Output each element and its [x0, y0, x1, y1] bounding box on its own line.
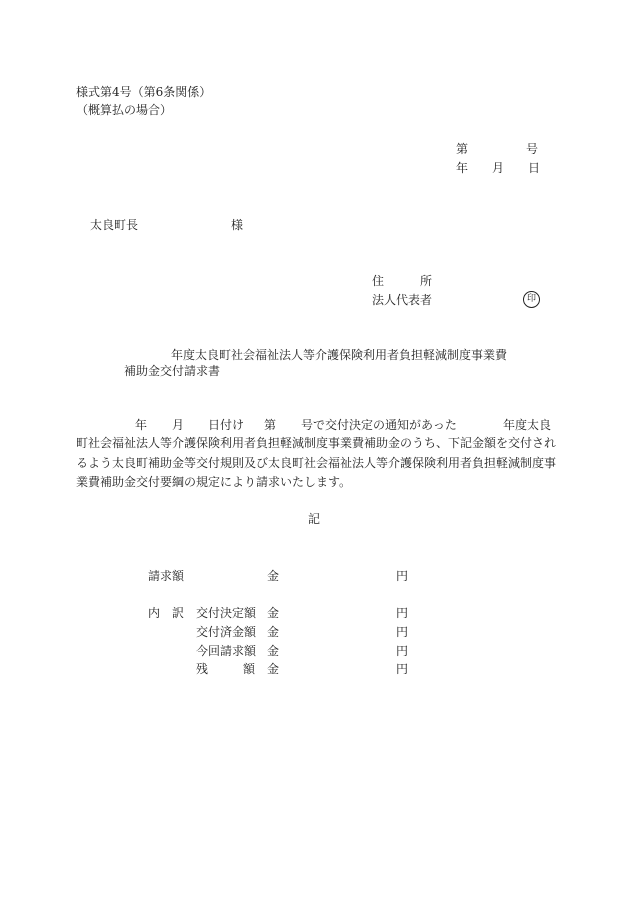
row-label-current: 今回請求額: [196, 644, 257, 658]
row-gold-paid: 金: [267, 625, 280, 639]
row-gold-remaining: 金: [267, 662, 280, 676]
body-line4: 業費補助金交付要綱の規定により請求いたします。: [76, 475, 352, 489]
row-yen-decided: 円: [396, 606, 409, 620]
body-line1-tail: 年度太良: [503, 418, 552, 432]
body-year: 年: [135, 418, 148, 432]
body-line3: るよう太良町補助金等交付規則及び太良町社会福祉法人等介護保険利用者負担軽減制度事: [76, 456, 557, 470]
row-label-paid: 交付済金額: [196, 625, 257, 639]
address-label-1: 住: [372, 274, 385, 288]
doc-number-prefix: 第: [456, 142, 469, 156]
body-line1-text: 号で交付決定の通知があった: [301, 418, 457, 432]
ki-label: 記: [308, 512, 321, 526]
row-yen-current: 円: [396, 644, 409, 658]
row-label-decided: 交付決定額: [196, 606, 257, 620]
body-line2: 町社会福祉法人等介護保険利用者負担軽減制度事業費補助金のうち、下記金額を交付され: [76, 436, 557, 450]
request-gold: 金: [267, 569, 280, 583]
date-day: 日: [528, 161, 541, 175]
request-yen: 円: [396, 569, 409, 583]
addressee-name: 太良町長: [90, 218, 139, 232]
form-style-number: 様式第4号（第6条関係）: [76, 85, 212, 99]
date-year: 年: [456, 161, 469, 175]
address-label-2: 所: [420, 274, 433, 288]
row-label-remaining-2: 額: [243, 662, 256, 676]
form-case-note: （概算払の場合）: [76, 103, 173, 117]
breakdown-label-2: 訳: [172, 606, 185, 620]
date-month: 月: [492, 161, 505, 175]
body-no-prefix: 第: [264, 418, 277, 432]
representative-label: 法人代表者: [372, 293, 433, 307]
body-day: 日付け: [208, 418, 245, 432]
row-yen-paid: 円: [396, 625, 409, 639]
body-month: 月: [172, 418, 185, 432]
addressee-honorific: 様: [231, 218, 244, 232]
doc-number-suffix: 号: [526, 142, 539, 156]
row-gold-decided: 金: [267, 606, 280, 620]
breakdown-label-1: 内: [148, 606, 161, 620]
title-line2: 補助金交付請求書: [124, 364, 221, 378]
request-label: 請求額: [148, 569, 185, 583]
seal-mark: 印: [523, 291, 540, 308]
title-line1: 年度太良町社会福祉法人等介護保険利用者負担軽減制度事業費: [171, 348, 508, 362]
row-label-remaining-1: 残: [196, 662, 209, 676]
row-yen-remaining: 円: [396, 662, 409, 676]
row-gold-current: 金: [267, 644, 280, 658]
